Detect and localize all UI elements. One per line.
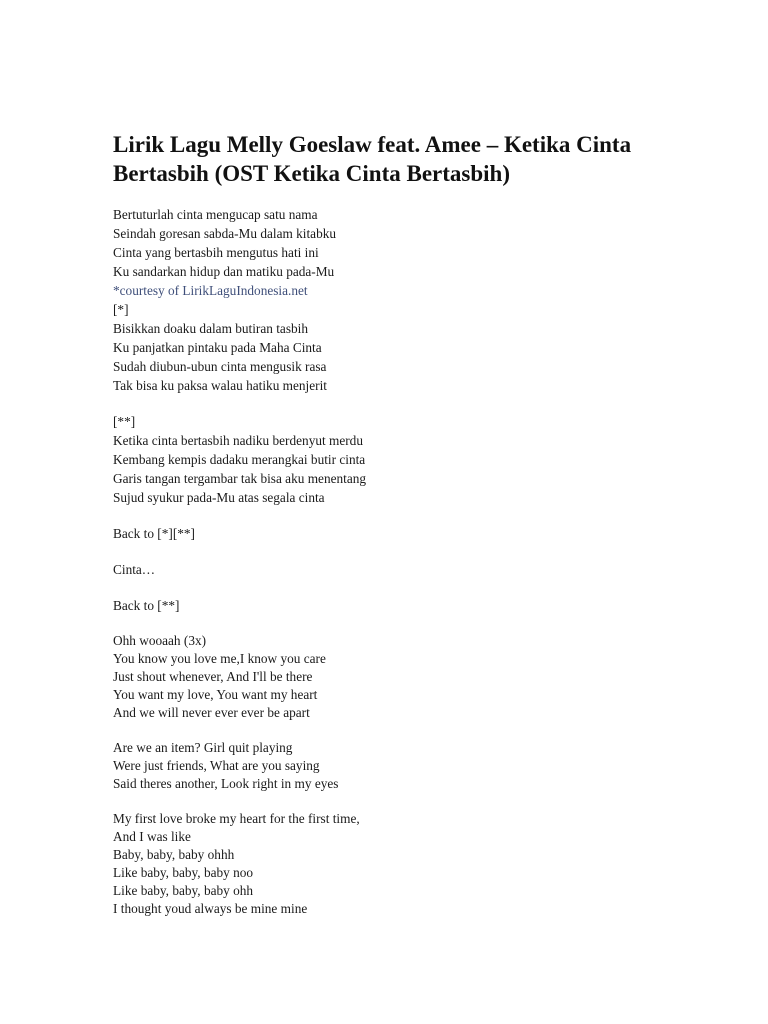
lyric-line: Ohh wooaah (3x) [113,633,207,648]
lyric-line: Ku sandarkan hidup dan matiku pada-Mu [113,264,335,279]
lyric-line: And I was like [113,829,191,844]
section-marker: [**] [113,414,136,429]
lyric-line: Garis tangan tergambar tak bisa aku menentang [113,471,367,486]
section-marker: [*] [113,302,129,317]
lyric-line: Ketika cinta bertasbih nadiku berdenyut merdu [113,433,363,448]
stanza-gap [113,579,673,596]
lyric-line: My first love broke my heart for the first time, [113,811,360,826]
lyric-line: Like baby, baby, baby noo [113,865,254,880]
lyric-line: Cinta… [113,562,156,577]
stanza-gap [113,615,673,632]
lyric-line: Were just friends, What are you saying [113,758,320,773]
lyric-line: Ku panjatkan pintaku pada Maha Cinta [113,340,322,355]
lyric-line: You want my love, You want my heart [113,687,318,702]
lyric-line: Just shout whenever, And I'll be there [113,669,313,684]
lyric-line: Sujud syukur pada-Mu atas segala cinta [113,490,325,505]
lyric-line: Baby, baby, baby ohhh [113,847,235,862]
lyric-line: Are we an item? Girl quit playing [113,740,293,755]
document-page [113,130,673,918]
back-to-note: Back to [*][**] [113,526,195,541]
lyric-line: Sudah diubun-ubun cinta mengusik rasa [113,359,327,374]
lyric-line: Tak bisa ku paksa walau hatiku menjerit [113,378,327,393]
courtesy-note: *courtesy of LirikLaguIndonesia.net [113,283,308,298]
lyric-line: Kembang kempis dadaku merangkai butir cinta [113,452,366,467]
lyric-line: And we will never ever ever be apart [113,705,310,720]
stanza-gap [113,543,673,560]
lyric-line: Bisikkan doaku dalam butiran tasbih [113,321,308,336]
stanza-gap [113,722,673,739]
lyric-line: Bertuturlah cinta mengucap satu nama [113,207,318,222]
lyric-line: You know you love me,I know you care [113,651,326,666]
lyric-line: Said theres another, Look right in my eyes [113,776,339,791]
lyrics-body [113,205,673,918]
lyric-line: Seindah goresan sabda-Mu dalam kitabku [113,226,337,241]
stanza-gap [113,507,673,524]
lyric-line: Cinta yang bertasbih mengutus hati ini [113,245,319,260]
lyric-line: I thought youd always be mine mine [113,901,308,916]
page-title: Lirik Lagu Melly Goeslaw feat. Amee – Ketika Cinta Bertasbih (OST Ketika Cinta Bertasbih) [113,132,632,186]
stanza-gap [113,395,673,412]
lyric-line: Like baby, baby, baby ohh [113,883,254,898]
stanza-gap [113,793,673,810]
back-to-note: Back to [**] [113,598,180,613]
